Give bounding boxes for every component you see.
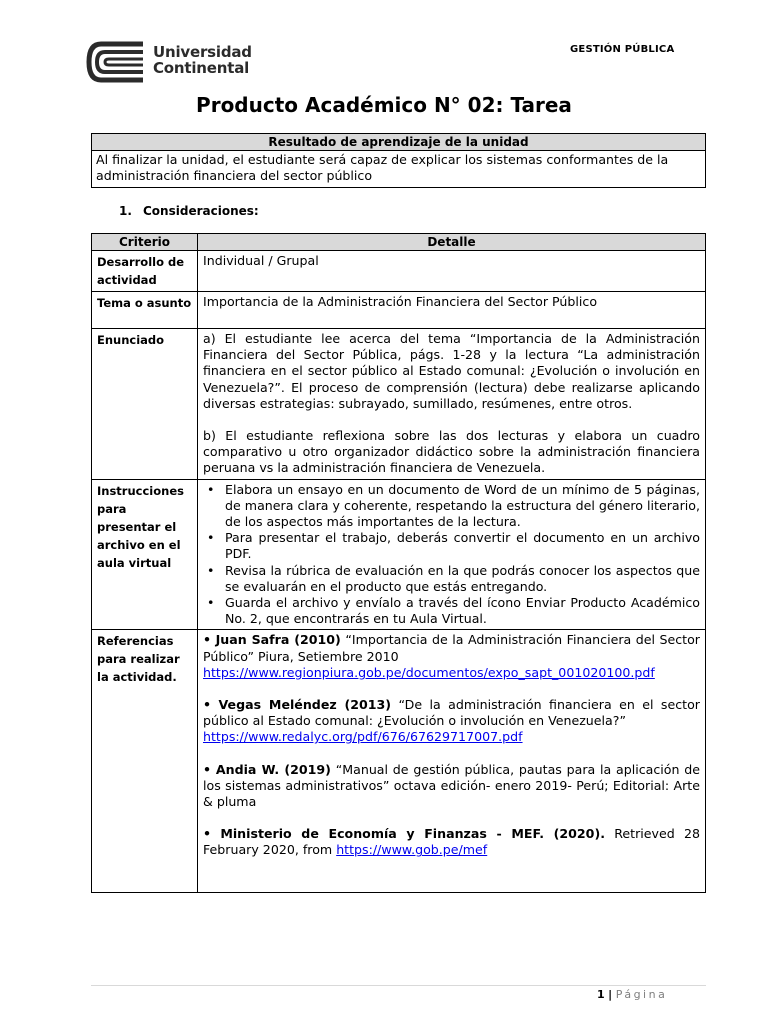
reference-author: Ministerio de Economía y Finanzas - MEF. (2020). xyxy=(220,826,605,842)
detalle-cell xyxy=(198,630,706,893)
criterio-cell: Tema o asunto xyxy=(92,292,198,329)
reference-item xyxy=(203,632,700,681)
footer-divider xyxy=(91,985,706,986)
reference-text: Retrieved 28 February 2020, from xyxy=(203,826,700,858)
university-logo xyxy=(85,40,252,88)
list-item: • Revisa la rúbrica de evaluación en la que podrás conocer los aspectos que se evaluarán en el producto que estás entregando. xyxy=(203,563,700,595)
table-row xyxy=(92,329,706,480)
page-label: Página xyxy=(615,988,668,1001)
criterio-cell: Instrucciones para presentar el archivo en el aula virtual xyxy=(92,479,198,630)
detalle-cell xyxy=(198,479,706,630)
detalle-cell: Individual / Grupal xyxy=(198,251,706,292)
university-logo-icon xyxy=(85,40,147,84)
section-heading xyxy=(119,204,259,218)
reference-item xyxy=(203,697,700,746)
reference-link[interactable]: https://www.regionpiura.gob.pe/documentos/expo_sapt_001020100.pdf xyxy=(203,664,655,680)
reference-text: “Importancia de la Administración Financiera del Sector Público” Piura, Setiembre 2010 xyxy=(203,632,700,664)
learning-outcome-heading: Resultado de aprendizaje de la unidad xyxy=(92,134,706,151)
column-header-criterio: Criterio xyxy=(92,234,198,251)
university-name xyxy=(153,44,252,76)
criterio-cell: Desarrollo de actividad xyxy=(92,251,198,292)
table-row xyxy=(92,479,706,630)
detalle-cell: Importancia de la Administración Financiera del Sector Público xyxy=(198,292,706,329)
criterio-cell: Referencias para realizar la actividad. xyxy=(92,630,198,893)
list-item: • Elabora un ensayo en un documento de Word de un mínimo de 5 páginas, de manera clara y coherente, respetando la estructura del género literario, de los aspectos más importantes de la lectura. xyxy=(203,482,700,531)
list-item: • Para presentar el trabajo, deberás convertir el documento en un archivo PDF. xyxy=(203,530,700,562)
learning-outcome-text: Al finalizar la unidad, el estudiante será capaz de explicar los sistemas conformantes de la administración financiera del sector público xyxy=(92,151,706,188)
page-number: 1 xyxy=(597,988,605,1001)
list-item: • Guarda el archivo y envíalo a través del ícono Enviar Producto Académico No. 2, que encontrarás en tu Aula Virtual. xyxy=(203,595,700,627)
reference-author: Andia W. (2019) xyxy=(215,761,331,777)
reference-bullet: • xyxy=(203,826,212,842)
reference-link[interactable]: https://www.gob.pe/mef xyxy=(336,842,488,858)
reference-text: “Manual de gestión pública, pautas para la aplicación de los sistemas administrativos” octava edición- enero 2019- Perú; Editorial: Arte & pluma xyxy=(203,761,700,810)
instructions-list xyxy=(203,482,700,628)
reference-author: Vegas Meléndez (2013) xyxy=(218,697,392,713)
section-number: 1. xyxy=(119,204,132,218)
reference-link[interactable]: https://www.redalyc.org/pdf/676/67629717007.pdf xyxy=(203,729,523,745)
table-row xyxy=(92,630,706,893)
detalle-cell xyxy=(198,329,706,480)
reference-bullet: • xyxy=(203,761,212,777)
reference-text: “De la administración financiera en el sector público al Estado comunal: ¿Evolución o involución en Venezuela?” xyxy=(203,697,700,729)
reference-bullet: • xyxy=(203,632,212,648)
footer-separator: | xyxy=(608,988,613,1001)
reference-bullet: • xyxy=(203,697,212,713)
considerations-table xyxy=(91,233,706,893)
reference-author: Juan Safra (2010) xyxy=(215,632,341,648)
criterio-cell: Enunciado xyxy=(92,329,198,480)
page-title: Producto Académico N° 02: Tarea xyxy=(196,93,572,117)
table-row xyxy=(92,292,706,329)
course-name: GESTIÓN PÚBLICA xyxy=(570,44,675,55)
learning-outcome-table xyxy=(91,133,706,188)
table-row xyxy=(92,251,706,292)
page-footer xyxy=(597,988,667,1001)
reference-item xyxy=(203,762,700,811)
university-name-line2: Continental xyxy=(153,59,250,77)
reference-item xyxy=(203,826,700,858)
enunciado-paragraph-b: b) El estudiante reflexiona sobre las dos lecturas y elabora un cuadro comparativo u otro organizador didáctico sobre la administración financiera peruana vs la administración financiera de Venezuela. xyxy=(203,428,700,476)
university-name-line1: Universidad xyxy=(153,43,252,61)
section-title: Consideraciones: xyxy=(143,204,259,218)
enunciado-paragraph-a: a) El estudiante lee acerca del tema “Importancia de la Administración Financiera del Sector Pública, págs. 1-28 y la lectura “La administración financiera en el sector público al Estado comunal: ¿Evolución o involución en Venezuela?”. El proceso de comprensión (lectura) debe realizarse aplicando diversas estrategias: subrayado, sumillado, resúmenes, entre otros. xyxy=(203,331,700,411)
column-header-detalle: Detalle xyxy=(198,234,706,251)
